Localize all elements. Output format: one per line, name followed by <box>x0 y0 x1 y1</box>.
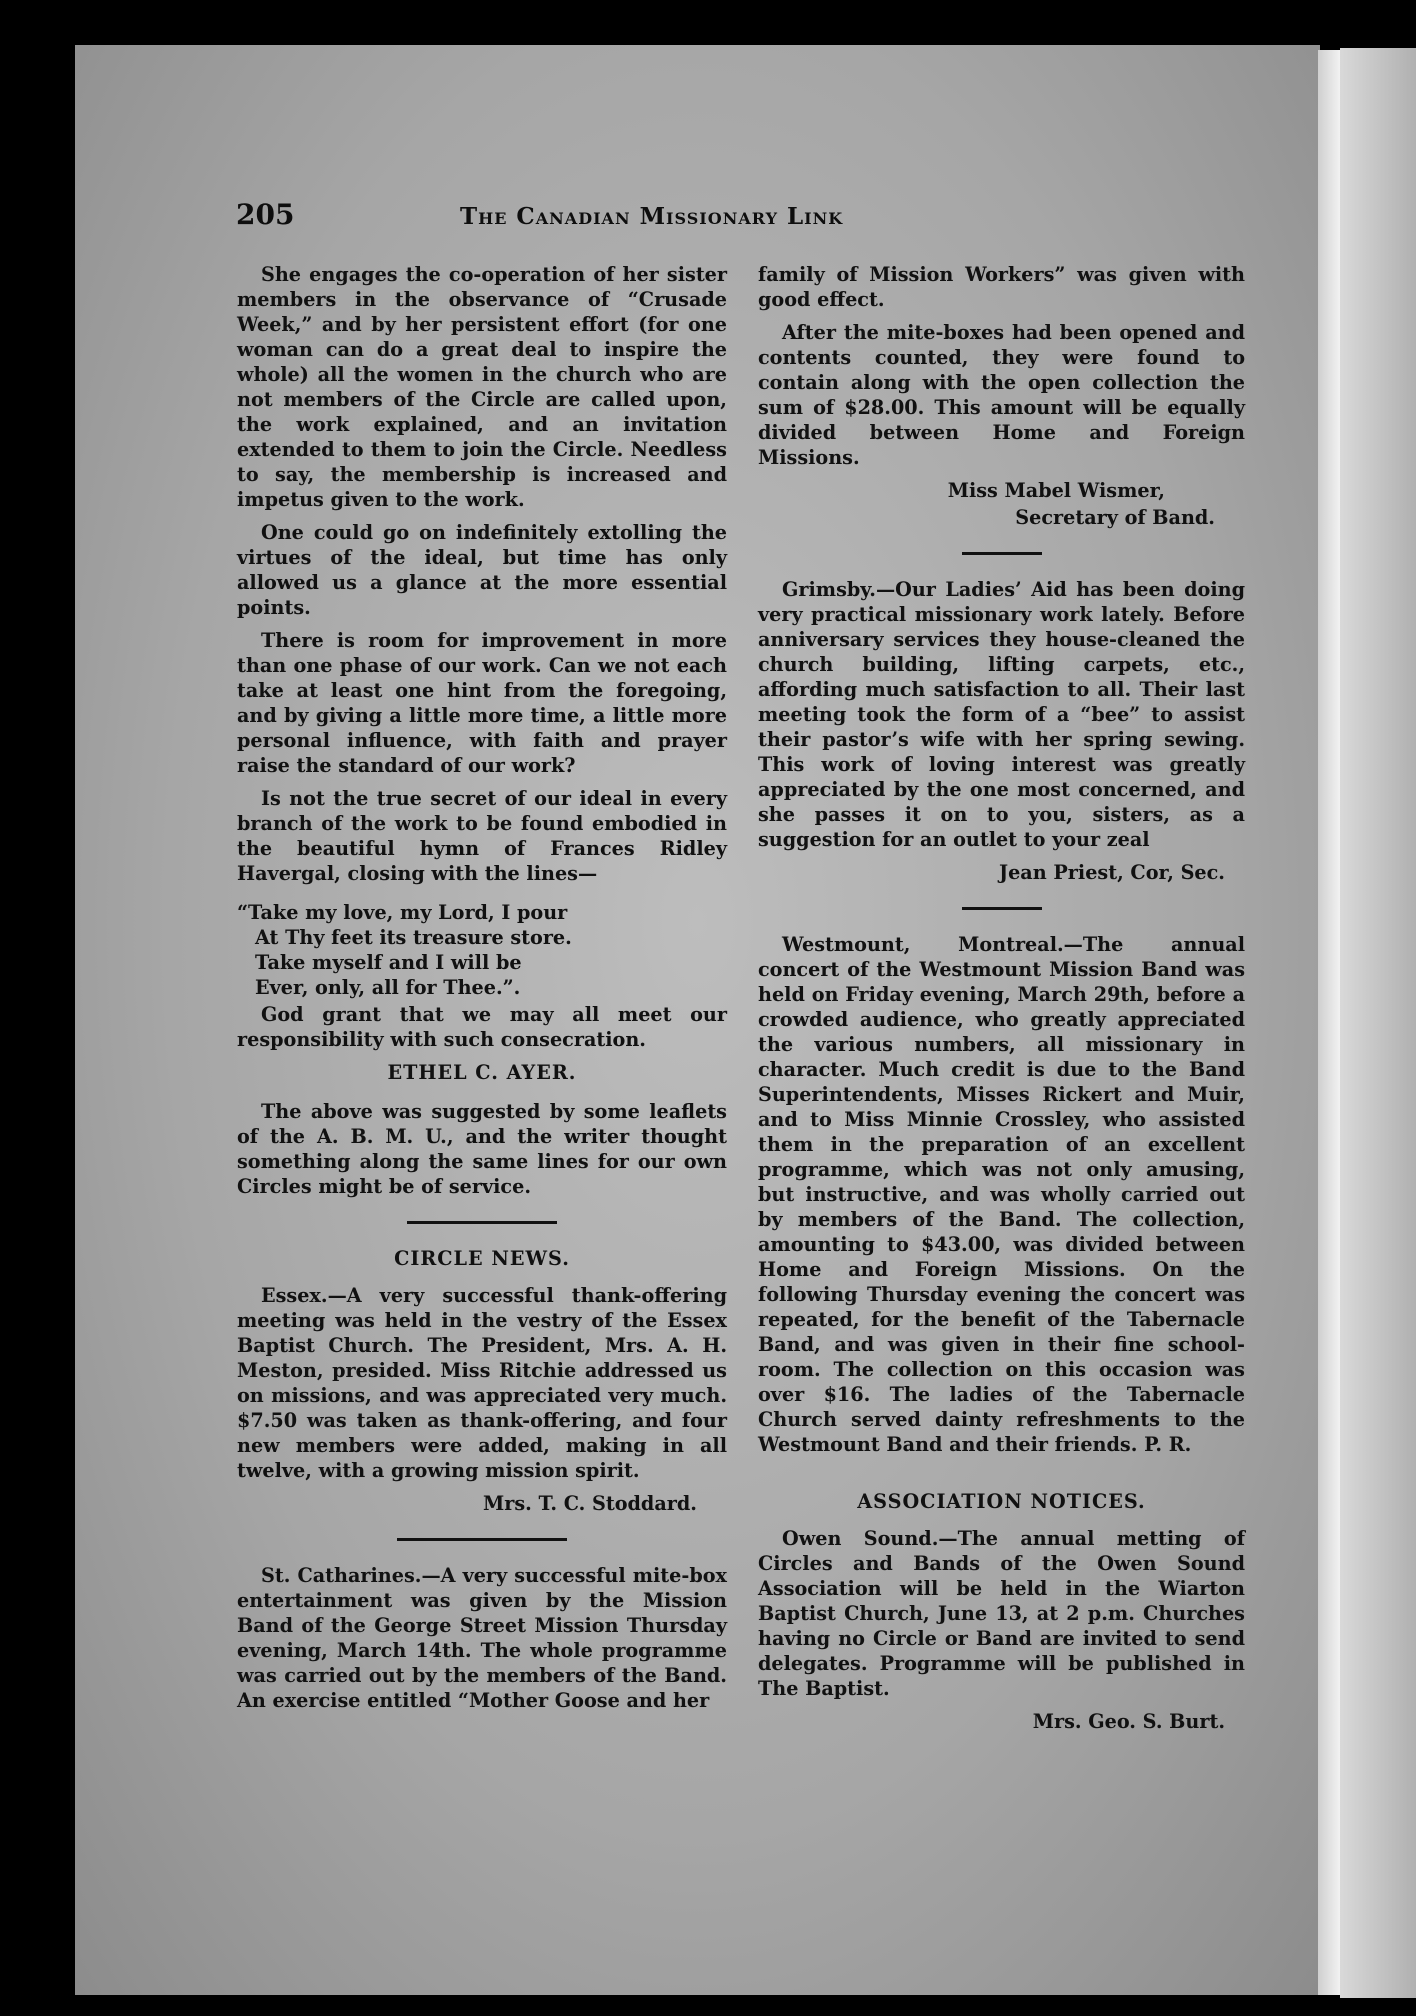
signature: Mrs. Geo. S. Burt. <box>1032 1710 1225 1733</box>
paragraph: There is room for improvement in more than one phase of our work. Can we not each take at least one hint from the foregoing, and by giving a little more time, a little more personal influence, with faith and prayer raise the standard of our work? <box>237 629 727 777</box>
page-number: 205 <box>236 198 295 231</box>
left-column <box>237 262 727 1721</box>
paragraph: After the mite-boxes had been opened and contents counted, they were found to contain along with the open collection the sum of $28.00. This amount will be equally divided between Home and Foreign Missions. <box>758 321 1245 469</box>
signature: P. R. <box>1144 1433 1192 1456</box>
paragraph: God grant that we may all meet our responsibility with such consecration. <box>237 1003 727 1051</box>
place-name: Essex. <box>261 1284 328 1307</box>
signature-title: Secretary of Band. <box>1015 506 1215 529</box>
section-heading: CIRCLE NEWS. <box>394 1247 570 1270</box>
news-text: —A very successful thank-offering meeting was held in the vestry of the Essex Baptist Church. The President, Mrs. A. H. Meston, presided. Miss Ritchie addressed us on missions, and was appreciated very much. $7.50 was taken as thank-offering, and four new members were added, making in all twelve, with a growing mission spirit. <box>237 1284 727 1482</box>
poem-line: At Thy feet its treasure store. <box>255 926 572 949</box>
running-head: The Canadian Missionary Link <box>460 203 844 230</box>
right-column <box>758 262 1245 1742</box>
hymn-quote <box>237 900 727 1000</box>
paragraph: Is not the true secret of our ideal in every branch of the work to be found embodied in the beautiful hymn of Frances Ridley Havergal, closing with the lines— <box>237 787 727 885</box>
poem-line: “Take my love, my Lord, I pour <box>237 901 568 924</box>
paragraph: She engages the co-operation of her sister members in the observance of “Crusade Week,” and by her persistent effort (for one woman can do a great deal to inspire the whole) all the women in the church who are not members of the Circle are called upon, the work explained, and an invitation extended to them to join the Circle. Needless to say, the membership is increased and impetus given to the work. <box>237 263 727 511</box>
place-name: Owen Sound. <box>782 1527 939 1550</box>
section-divider <box>962 907 1042 910</box>
place-name: Grimsby. <box>782 578 876 601</box>
place-name: Westmount, Montreal. <box>782 933 1064 956</box>
paragraph: The above was suggested by some leaflets of the A. B. M. U., and the writer thought something along the same lines for our own Circles might be of service. <box>237 1100 727 1198</box>
news-item <box>758 1526 1245 1701</box>
signature: Jean Priest, Cor, Sec. <box>999 861 1225 884</box>
section-divider <box>407 1221 557 1224</box>
spacer <box>758 1465 1245 1483</box>
section-divider <box>397 1538 567 1541</box>
news-text: —The annual concert of the Westmount Mission Band was held on Friday evening, March 29th, before a crowded audience, who greatly appreciated the various numbers, all missionary in character. Much credit is due to the Band Superintendents, Misses Rickert and Muir, and to Miss Minnie Crossley, who assisted them in the preparation of an excellent programme, which was not only amusing, but instructive, and was wholly carried out by members of the Band. The collection, amounting to $43.00, was divided between Home and Foreign Missions. On the following Thursday evening the concert was repeated, for the benefit of the Tabernacle Band, and was given in their fine school-room. The collection on this occasion was over $16. The ladies of the Tabernacle Church served dainty refreshments to the Westmount Band and their friends. <box>758 933 1245 1456</box>
page-right-edge <box>1318 50 1340 1995</box>
signature-name: Miss Mabel Wismer, <box>947 479 1165 502</box>
signature: Mrs. T. C. Stoddard. <box>483 1492 697 1515</box>
news-item <box>237 1563 727 1713</box>
news-item <box>758 577 1245 852</box>
news-text: —The annual metting of Circles and Bands of the Owen Sound Association will be held in the Wiarton Baptist Church, June 13, at 2 p.m. Churches having no Circle or Band are invited to send delegates. Programme will be published in The Baptist. <box>758 1527 1245 1700</box>
adjacent-page <box>1340 48 1416 1998</box>
news-item <box>237 1283 727 1483</box>
poem-line: Ever, only, all for Thee.”. <box>255 976 521 999</box>
section-divider <box>962 552 1042 555</box>
paragraph: One could go on indefinitely extolling the virtues of the ideal, but time has only allowed us a glance at the more essential points. <box>237 521 727 619</box>
section-heading: ASSOCIATION NOTICES. <box>857 1490 1146 1513</box>
news-text: —Our Ladies’ Aid has been doing very practical missionary work lately. Before anniversary services they house-cleaned the church building, lifting carpets, etc., affording much satisfaction to all. Their last meeting took the form of a “bee” to assist their pastor’s wife with her spring sewing. This work of loving interest was greatly appreciated by the one most concerned, and she passes it on to you, sisters, as a suggestion for an outlet to your zeal <box>758 578 1245 851</box>
paragraph: family of Mission Workers” was given with good effect. <box>758 263 1245 311</box>
place-name: St. Catharines. <box>261 1564 422 1587</box>
news-text: —A very successful mite-box entertainment was given by the Mission Band of the George Street Mission Thursday evening, March 14th. The whole programme was carried out by the members of the Band. An exercise entitled “Mother Goose and her <box>237 1564 727 1712</box>
signature: ETHEL C. AYER. <box>387 1061 577 1084</box>
news-item <box>758 932 1245 1457</box>
poem-line: Take myself and I will be <box>255 951 522 974</box>
